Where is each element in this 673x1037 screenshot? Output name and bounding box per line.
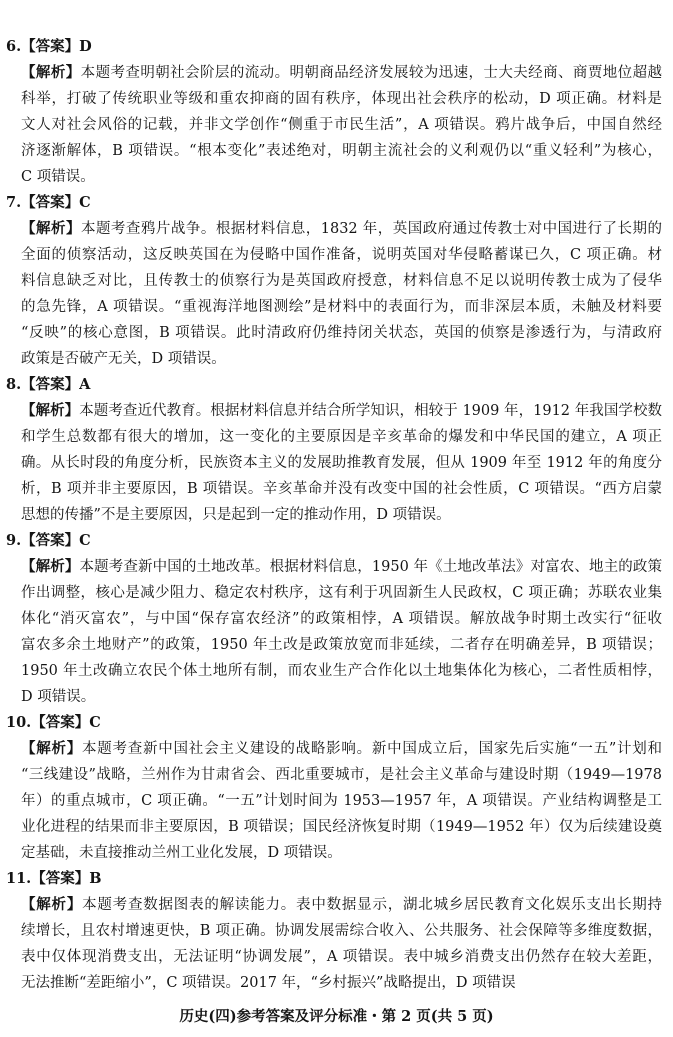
analysis-line: 无法推断“差距缩小”，C 项错误。2017 年，“乡村振兴”战略提出，D 项错误: [21, 975, 516, 991]
analysis-line: C 项错误。: [21, 169, 95, 185]
answer-value: C: [79, 194, 91, 211]
answer-label: 【答案】: [21, 38, 80, 55]
answer-value: C: [79, 532, 91, 549]
analysis-label: 【解析】: [21, 220, 81, 237]
question-7: [0, 190, 673, 372]
analysis-text: 本题考查新中国社会主义建设的战略影响。新中国成立后，国家先后实施“一五”计划和: [82, 741, 663, 757]
question-number: 9.: [6, 532, 22, 549]
analysis-line: “反映”的核心意图，B 项错误。此时清政府仍维持闭关状态，英国的侦察是渗透行为，与清政府: [21, 325, 662, 341]
analysis-line: 析，B 项并非主要原因，B 项错误。辛亥革命并没有改变中国的社会性质，C 项错误。“西方启蒙: [21, 481, 662, 497]
analysis-line: 确。从长时段的角度分析，民族资本主义的发展助推教育发展，但从 1909 年至 1912 年的角度分: [21, 455, 662, 471]
analysis-label: 【解析】: [21, 558, 80, 575]
answer-line: [0, 190, 673, 216]
analysis-text: 本题考查数据图表的解读能力。表中数据显示，湖北城乡居民教育文化娱乐支出长期持: [82, 897, 662, 913]
analysis-line: 政策是否破产无关，D 项错误。: [21, 351, 226, 367]
analysis-line: 体化“消灭富农”，与中国“保存富农经济”的政策相悖，A 项错误。解放战争时期土改实行“征收: [21, 611, 662, 627]
analysis-line: [21, 398, 662, 424]
answer-label: 【答案】: [21, 532, 80, 549]
question-number: 6.: [6, 38, 22, 55]
question-11: [0, 866, 673, 996]
analysis-line: “三线建设”战略，兰州作为甘肃省会、西北重要城市，是社会主义革命与建设时期（1949—1978: [21, 767, 662, 783]
analysis-line: D 项错误。: [21, 689, 96, 705]
analysis-text: 本题考查近代教育。根据材料信息并结合所学知识，相较于 1909 年，1912 年我国学校数: [79, 403, 663, 419]
analysis-line: 全面的侦察活动，这反映英国在为侵略中国作准备，说明英国对华侵略蓄谋已久，C 项正确。材: [21, 247, 662, 263]
analysis-text: 本题考查鸦片战争。根据材料信息，1832 年，英国政府通过传教士对中国进行了长期的: [80, 221, 662, 237]
analysis-line: 表中仅体现消费支出，无法证明“协调发展”，A 项错误。表中城乡消费支出仍然存在较大差距，: [21, 949, 662, 965]
question-number: 8.: [6, 376, 22, 393]
question-6: [0, 34, 673, 190]
answer-line: [0, 528, 673, 554]
analysis-line: 思想的传播”不是主要原因，只是起到一定的推动作用，D 项错误。: [21, 507, 451, 523]
analysis-line: 济逐渐解体，B 项错误。“根本变化”表述绝对，明朝主流社会的义利观仍以“重义轻利”为核心，: [21, 143, 662, 159]
analysis-label: 【解析】: [21, 64, 81, 81]
answer-label: 【答案】: [31, 870, 90, 887]
analysis-line: 1950 年土改确立农民个体土地所有制，而农业生产合作化以土地集体化为核心，二者性质相悖，: [21, 663, 662, 679]
answer-line: [0, 372, 673, 398]
question-number: 7.: [6, 194, 22, 211]
answer-value: C: [89, 714, 101, 731]
answer-line: [0, 34, 673, 60]
analysis-label: 【解析】: [21, 740, 83, 757]
analysis-line: [21, 216, 662, 242]
analysis-line: 年）的重点城市，C 项正确。“一五”计划时间为 1953—1957 年，A 项错误。产业结构调整是工: [21, 793, 662, 809]
analysis-line: 富农多余土地财产”的政策，1950 年土改是政策放宽而非延续，二者存在明确差异，B 项错误；: [21, 637, 662, 653]
question-number: 10.: [6, 714, 32, 731]
analysis-line: 的急先锋，A 项错误。“重视海洋地图测绘”是材料中的表面行为，而非深层本质，未触及材料要: [21, 299, 662, 315]
analysis-line: [21, 554, 662, 580]
page-footer: 历史(四)参考答案及评分标准・第 2 页(共 5 页): [179, 1008, 494, 1025]
analysis-line: 作出调整，核心是减少阻力、稳定农村秩序，这有利于巩固新生人民政权，C 项正确；苏联农业集: [21, 585, 662, 601]
analysis-line: 和学生总数都有很大的增加，这一变化的主要原因是辛亥革命的爆发和中华民国的建立，A 项正: [21, 429, 662, 445]
analysis-line: 文人对社会风俗的记载，并非文学创作“侧重于市民生活”，A 项错误。鸦片战争后，中国自然经: [21, 117, 662, 133]
analysis-line: 科举，打破了传统职业等级和重农抑商的固有秩序，体现出社会秩序的松动，D 项正确。材料是: [21, 91, 662, 107]
analysis-line: [21, 892, 662, 918]
answer-value: A: [79, 376, 91, 393]
question-8: [0, 372, 673, 528]
question-number: 11.: [6, 870, 32, 887]
question-10: [0, 710, 673, 866]
answer-value: B: [89, 870, 102, 887]
analysis-line: 定基础，未直接推动兰州工业化发展，D 项错误。: [21, 845, 342, 861]
analysis-line: 业化进程的结果而非主要原因，B 项错误；国民经济恢复时期（1949—1952 年）仅为后续建设奠: [21, 819, 662, 835]
answer-line: [0, 710, 673, 736]
answer-label: 【答案】: [21, 376, 80, 393]
analysis-text: 本题考查新中国的土地改革。根据材料信息，1950 年《土地改革法》对富农、地主的政策: [79, 559, 663, 575]
analysis-line: 续增长，且农村增速更快，B 项正确。协调发展需综合收入、公共服务、社会保障等多维度数据，: [21, 923, 662, 939]
analysis-label: 【解析】: [21, 402, 80, 419]
analysis-line: 料信息缺乏对比，且传教士的侦察行为是英国政府授意，材料信息不足以说明传教士成为了侵华: [21, 273, 662, 289]
analysis-line: [21, 736, 662, 762]
analysis-label: 【解析】: [21, 896, 83, 913]
page-content: [0, 34, 673, 996]
answer-value: D: [79, 38, 92, 55]
analysis-text: 本题考查明朝社会阶层的流动。明朝商品经济发展较为迅速，士大夫经商、商贾地位超越: [80, 65, 663, 81]
answer-line: [0, 866, 673, 892]
question-9: [0, 528, 673, 710]
analysis-line: [21, 60, 662, 86]
answer-label: 【答案】: [31, 714, 90, 731]
answer-label: 【答案】: [21, 194, 80, 211]
